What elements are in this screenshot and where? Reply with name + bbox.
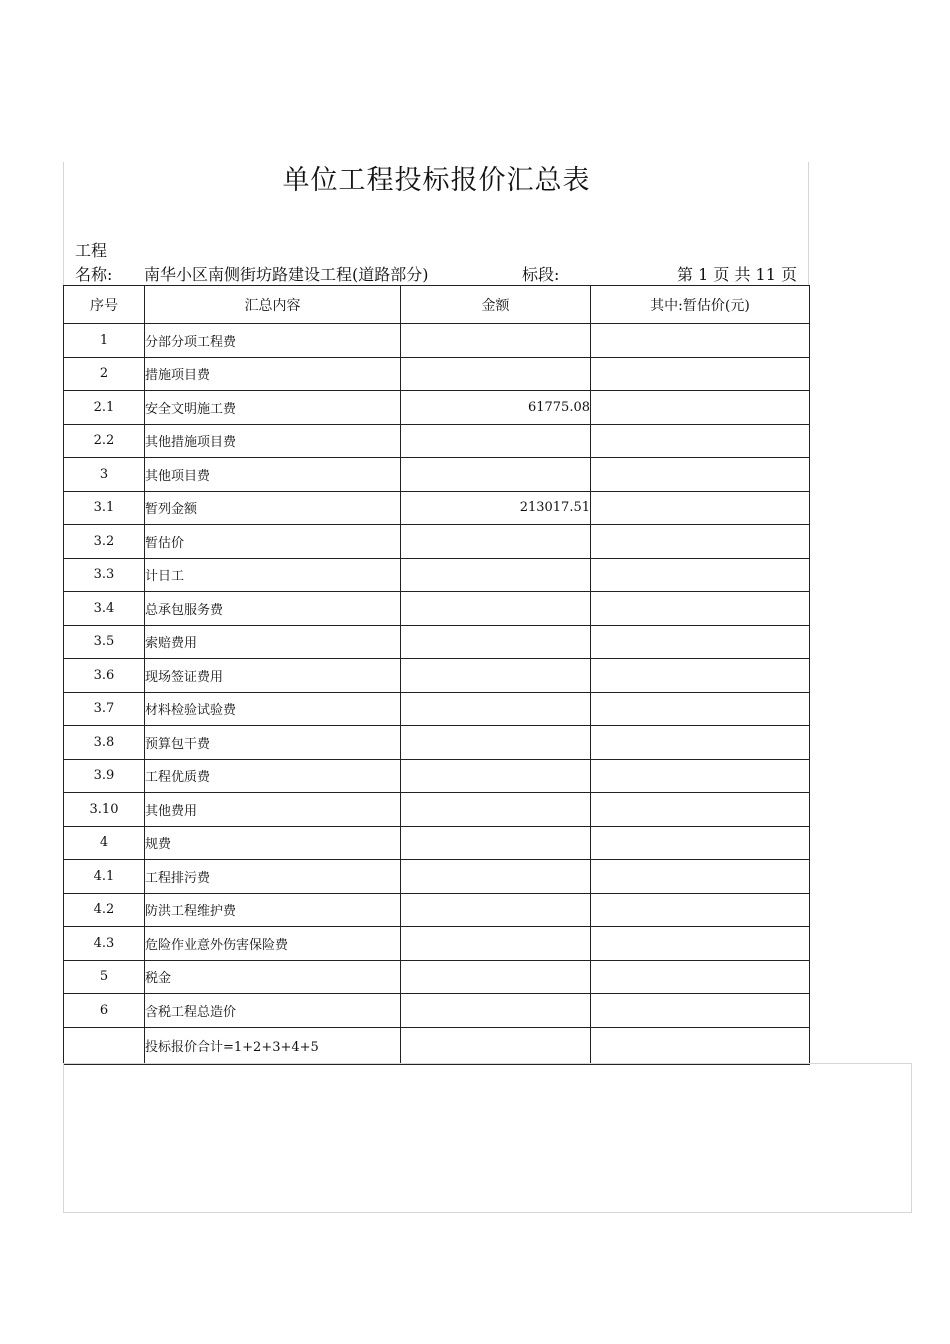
table-row [64,357,810,391]
header-amount: 金额 [401,286,591,324]
row-no: 2.2 [64,424,145,458]
row-amount [401,592,591,626]
row-provisional [591,391,810,425]
project-label-line2: 名称: [75,265,113,284]
row-content: 分部分项工程费 [145,324,401,358]
table-row [64,424,810,458]
row-content: 安全文明施工费 [145,391,401,425]
row-amount [401,692,591,726]
row-content: 税金 [145,960,401,994]
table-row [64,927,810,961]
row-provisional [591,625,810,659]
table-row [64,391,810,425]
row-amount [401,659,591,693]
row-no: 4.2 [64,893,145,927]
row-no: 3.5 [64,625,145,659]
row-amount [401,525,591,559]
row-provisional [591,424,810,458]
table-row [64,994,810,1028]
table-row [64,960,810,994]
row-amount [401,960,591,994]
row-provisional [591,491,810,525]
table-row [64,860,810,894]
table-row [64,793,810,827]
header-provisional: 其中:暂估价(元) [591,286,810,324]
row-no: 3.7 [64,692,145,726]
row-provisional [591,927,810,961]
row-content: 防洪工程维护费 [145,893,401,927]
row-amount [401,826,591,860]
row-provisional [591,592,810,626]
row-provisional [591,525,810,559]
row-no: 3.2 [64,525,145,559]
table-row [64,558,810,592]
row-provisional [591,960,810,994]
row-amount: 61775.08 [401,391,591,425]
row-provisional [591,759,810,793]
table-row [64,759,810,793]
row-no: 3.3 [64,558,145,592]
row-content: 危险作业意外伤害保险费 [145,927,401,961]
row-content: 措施项目费 [145,357,401,391]
table-header-row [64,286,810,324]
project-label-line1: 工程 [75,241,108,260]
row-provisional [591,357,810,391]
summary-table [63,285,810,1065]
row-amount [401,357,591,391]
header-content: 汇总内容 [145,286,401,324]
table-row [64,726,810,760]
row-content: 计日工 [145,558,401,592]
row-no: 3.8 [64,726,145,760]
row-amount: 213017.51 [401,491,591,525]
row-provisional [591,793,810,827]
row-content: 含税工程总造价 [145,994,401,1028]
row-provisional [591,692,810,726]
row-content: 暂列金额 [145,491,401,525]
row-content: 其他费用 [145,793,401,827]
row-amount [401,893,591,927]
row-content: 索赔费用 [145,625,401,659]
row-provisional [591,826,810,860]
row-provisional [591,458,810,492]
row-no: 3.6 [64,659,145,693]
table-row [64,625,810,659]
document-title: 单位工程投标报价汇总表 [282,165,591,196]
row-content: 工程排污费 [145,860,401,894]
row-no: 2 [64,357,145,391]
row-amount [401,927,591,961]
table-row [64,324,810,358]
row-no: 3.9 [64,759,145,793]
row-no: 4.1 [64,860,145,894]
row-no: 1 [64,324,145,358]
row-content: 暂估价 [145,525,401,559]
row-provisional [591,659,810,693]
row-no: 3.1 [64,491,145,525]
total-row [64,1027,810,1064]
row-no: 3.10 [64,793,145,827]
row-amount [401,860,591,894]
table-row [64,592,810,626]
row-no: 3 [64,458,145,492]
row-amount [401,558,591,592]
row-amount [401,994,591,1028]
row-content: 其他措施项目费 [145,424,401,458]
table-row [64,826,810,860]
project-name: 南华小区南侧街坊路建设工程(道路部分) [144,265,429,284]
row-amount [401,424,591,458]
total-no [64,1027,145,1064]
row-no: 6 [64,994,145,1028]
total-provisional [591,1027,810,1064]
row-no: 3.4 [64,592,145,626]
row-amount [401,324,591,358]
table-row [64,491,810,525]
header-no: 序号 [64,286,145,324]
row-content: 现场签证费用 [145,659,401,693]
row-content: 其他项目费 [145,458,401,492]
table-row [64,692,810,726]
row-content: 总承包服务费 [145,592,401,626]
row-content: 规费 [145,826,401,860]
total-amount [401,1027,591,1064]
row-provisional [591,726,810,760]
row-no: 4 [64,826,145,860]
row-provisional [591,994,810,1028]
row-content: 预算包干费 [145,726,401,760]
row-amount [401,759,591,793]
row-amount [401,726,591,760]
section-label: 标段: [522,265,560,284]
row-provisional [591,558,810,592]
total-content: 投标报价合计=1+2+3+4+5 [145,1027,401,1064]
row-provisional [591,324,810,358]
page-info: 第 1 页 共 11 页 [677,265,797,284]
row-no: 4.3 [64,927,145,961]
lower-empty-area [63,1063,912,1213]
table-row [64,525,810,559]
row-content: 材料检验试验费 [145,692,401,726]
row-no: 5 [64,960,145,994]
row-provisional [591,860,810,894]
row-content: 工程优质费 [145,759,401,793]
row-no: 2.1 [64,391,145,425]
row-provisional [591,893,810,927]
row-amount [401,793,591,827]
table-row [64,659,810,693]
table-row [64,458,810,492]
row-amount [401,458,591,492]
table-row [64,893,810,927]
row-amount [401,625,591,659]
